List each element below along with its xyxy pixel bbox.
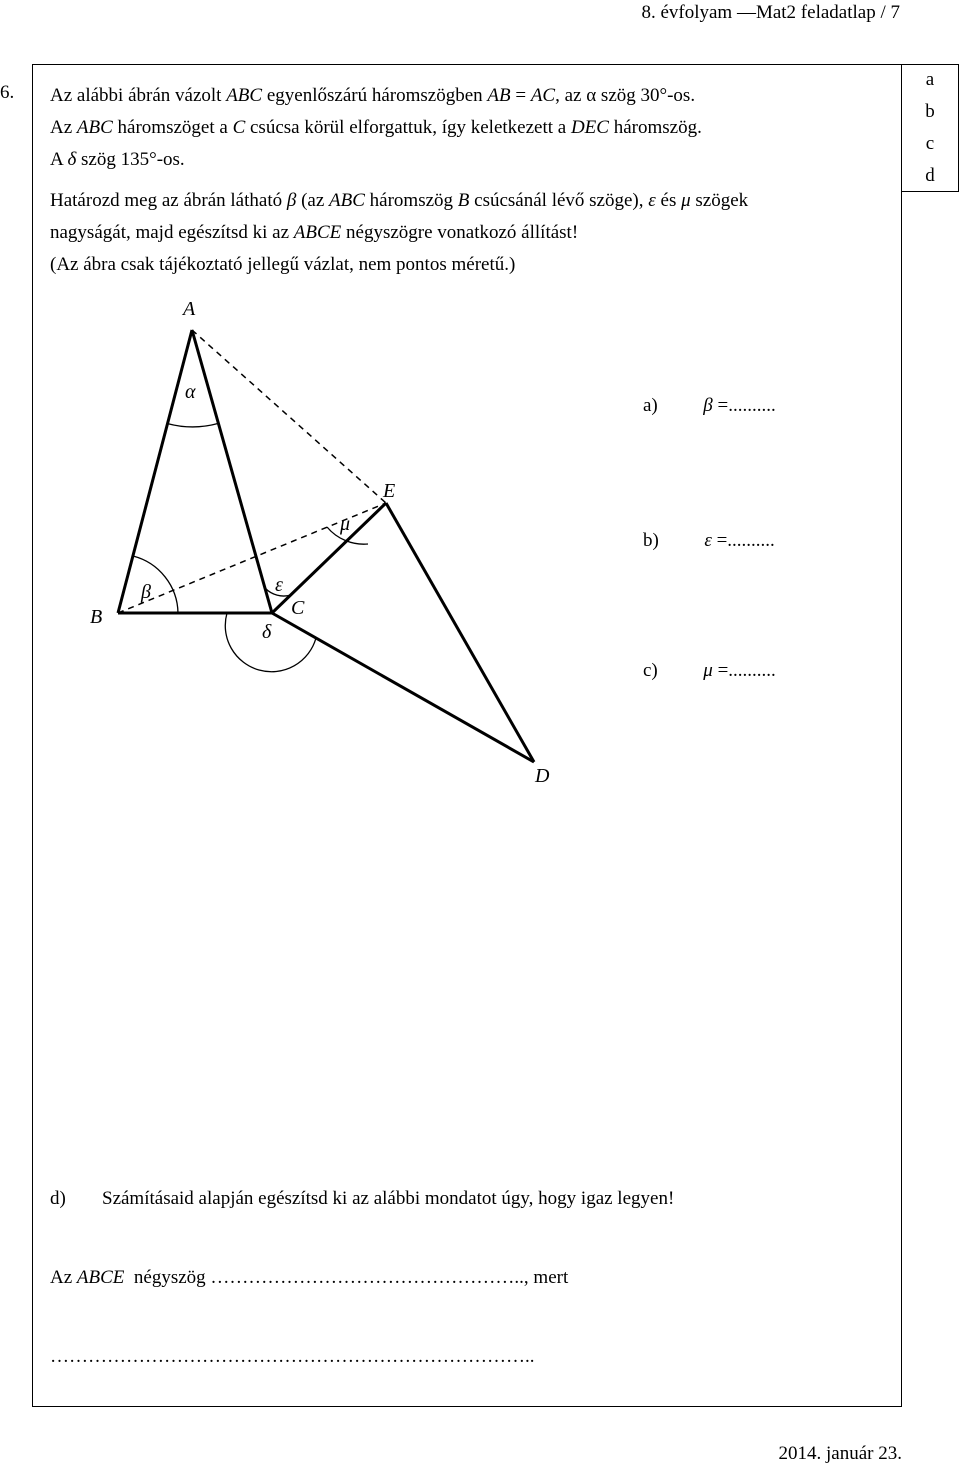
part-d-label: d) [50,1188,66,1209]
segment-AC [192,330,272,613]
answer-b [643,530,775,552]
part-d-blank-2[interactable]: ………………………………………………………………….. [50,1346,535,1367]
task-line-2: Az ABC háromszöget a C csúcsa körül elforgattuk, így keletkezett a DEC háromszög. [50,117,702,138]
page-footer-date: 2014. január 23. [778,1443,902,1464]
answer-b-blank[interactable]: =.......... [711,530,775,551]
answer-c-symbol: μ [703,660,713,681]
part-d-blank-1[interactable]: ………………………………………….. [210,1267,524,1288]
angle-label-epsilon: ε [275,574,283,596]
score-cell-d: d [925,165,935,186]
vertex-label-E: E [383,480,396,502]
segment-AB [118,330,192,613]
answer-b-label: b) [643,530,659,551]
angle-label-mu: μ [340,513,351,535]
vertex-label-D: D [535,765,550,787]
answer-c-blank[interactable]: =.......... [712,660,776,681]
segment-CD [272,613,534,762]
segment-CE [272,503,386,613]
segment-AE-dashed [192,330,386,503]
vertex-label-A: A [183,298,196,320]
angle-arc-alpha [168,423,219,426]
answer-b-symbol: ε [704,530,712,551]
angle-label-delta: δ [262,621,272,643]
score-cell-b: b [925,101,935,122]
answer-a-blank[interactable]: =.......... [712,395,776,416]
segment-ED [386,503,534,762]
page-header: 8. évfolyam —Mat2 feladatlap / 7 [641,2,900,23]
score-cell-a: a [925,69,935,90]
vertex-label-C: C [291,597,305,619]
answer-a-label: a) [643,395,658,416]
task-line-6: (Az ábra csak tájékoztató jellegű vázlat, nem pontos méretű.) [50,254,516,275]
score-cell-c: c [925,133,935,154]
part-d-sentence: Az ABCE négyszög ………………………………………….., mert [50,1267,569,1288]
task-line-4: Határozd meg az ábrán látható β (az ABC háromszög B csúcsánál lévő szöge), ε és μ szögek [50,190,749,211]
task-line-1: Az alábbi ábrán vázolt ABC egyenlőszárú háromszögben AB = AC, az α szög 30°-os. [50,85,696,106]
task-line-5: nagyságát, majd egészítsd ki az ABCE négyszögre vonatkozó állítást! [50,222,579,243]
task-line-3: A δ szög 135°-os. [50,149,185,170]
task-number: 6. [0,82,15,103]
part-d-instruction: Számításaid alapján egészítsd ki az alábbi mondatot úgy, hogy igaz legyen! [102,1188,675,1209]
vertex-label-B: B [90,606,103,628]
angle-label-beta: β [141,581,151,603]
answer-c [643,660,776,682]
angle-label-alpha: α [185,381,196,403]
answer-c-label: c) [643,660,658,681]
answer-a-symbol: β [703,395,713,416]
answer-a [643,395,776,417]
